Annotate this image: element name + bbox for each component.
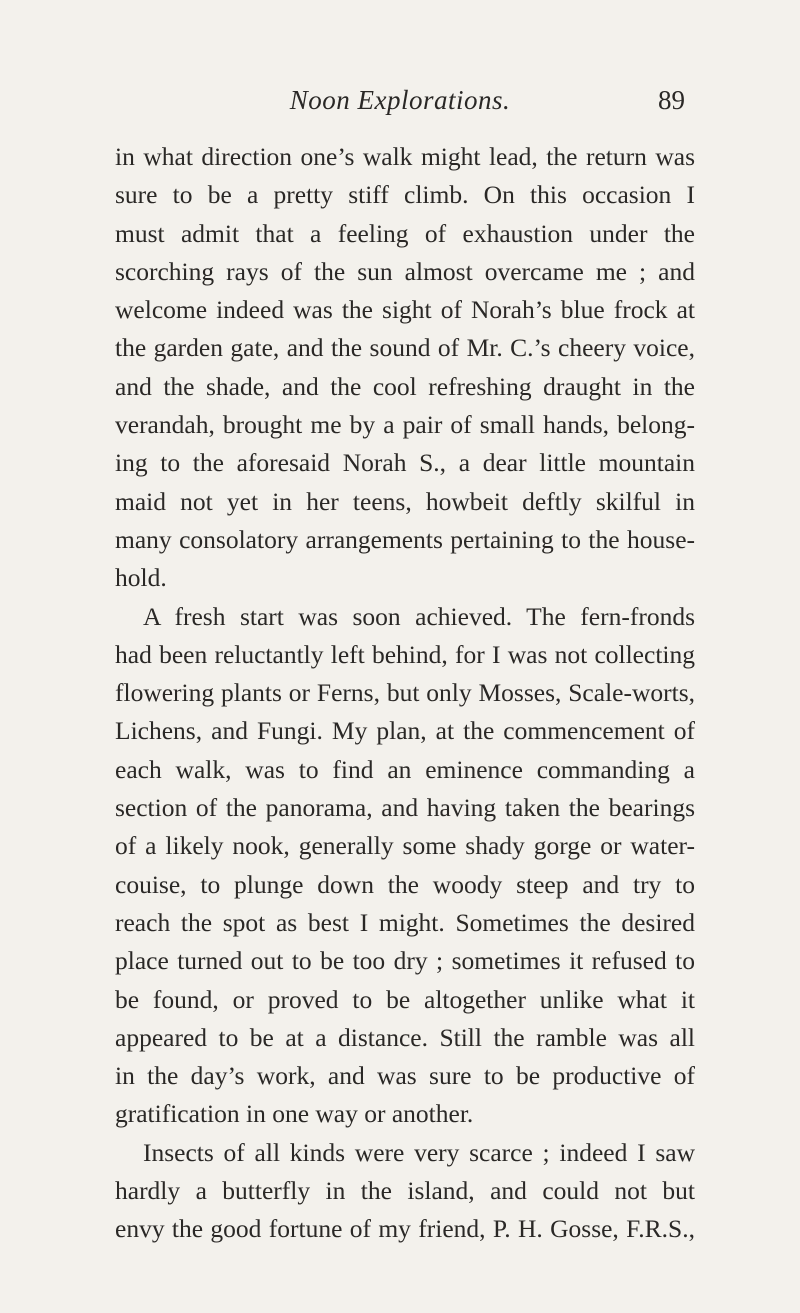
- text-line: in what direction one’s walk might lead, the return was: [115, 142, 695, 171]
- text-line-paragraph-end: gratification in one way or another.: [115, 1099, 474, 1129]
- text-line: ing to the aforesaid Norah S., a dear little mountain: [115, 448, 695, 478]
- text-line: sure to be a pretty stiff climb. On this occasion I: [115, 180, 695, 210]
- running-head: [0, 85, 800, 125]
- text-line: couise, to plunge down the woody steep and try to: [115, 869, 695, 899]
- text-line: and the shade, and the cool refreshing draught in the: [115, 371, 695, 401]
- body-text: [115, 138, 695, 1249]
- text-line: verandah, brought me by a pair of small hands, belong-: [115, 410, 695, 440]
- text-line: had been reluctantly left behind, for I was not collecting: [115, 639, 695, 669]
- text-line: maid not yet in her teens, howbeit deftly skilful in: [115, 486, 695, 516]
- text-line: flowering plants or Ferns, but only Mosses, Scale-worts,: [115, 678, 695, 708]
- text-line-paragraph-start: A fresh start was soon achieved. The fern-fronds: [143, 601, 695, 631]
- text-line: many consolatory arrangements pertaining to the house-: [115, 524, 695, 554]
- text-line: place turned out to be too dry ; sometimes it refused to: [115, 946, 695, 976]
- page-number: 89: [658, 85, 685, 115]
- text-line: must admit that a feeling of exhaustion under the: [115, 218, 695, 248]
- text-line-paragraph-start: Insects of all kinds were very scarce ; indeed I saw: [143, 1137, 695, 1167]
- text-line-paragraph-end: hold.: [115, 563, 167, 593]
- text-line: of a likely nook, generally some shady gorge or water-: [115, 831, 695, 861]
- text-line: hardly a butterfly in the island, and could not but: [115, 1176, 695, 1206]
- text-line: envy the good fortune of my friend, P. H. Gosse, F.R.S.,: [115, 1214, 695, 1244]
- running-title: Noon Explorations.: [289, 85, 511, 115]
- text-line: appeared to be at a distance. Still the ramble was all: [115, 1022, 695, 1052]
- text-line: each walk, was to find an eminence commanding a: [115, 754, 695, 784]
- text-line: be found, or proved to be altogether unlike what it: [115, 984, 695, 1014]
- text-line: Lichens, and Fungi. My plan, at the commencement of: [115, 716, 695, 746]
- text-line: the garden gate, and the sound of Mr. C.’s cheery voice,: [115, 333, 695, 363]
- text-line: welcome indeed was the sight of Norah’s blue frock at: [115, 295, 695, 325]
- text-line: section of the panorama, and having taken the bearings: [115, 793, 695, 823]
- text-line: scorching rays of the sun almost overcame me ; and: [115, 256, 695, 286]
- text-line: in the day’s work, and was sure to be productive of: [115, 1061, 695, 1091]
- text-line: reach the spot as best I might. Sometimes the desired: [115, 907, 695, 937]
